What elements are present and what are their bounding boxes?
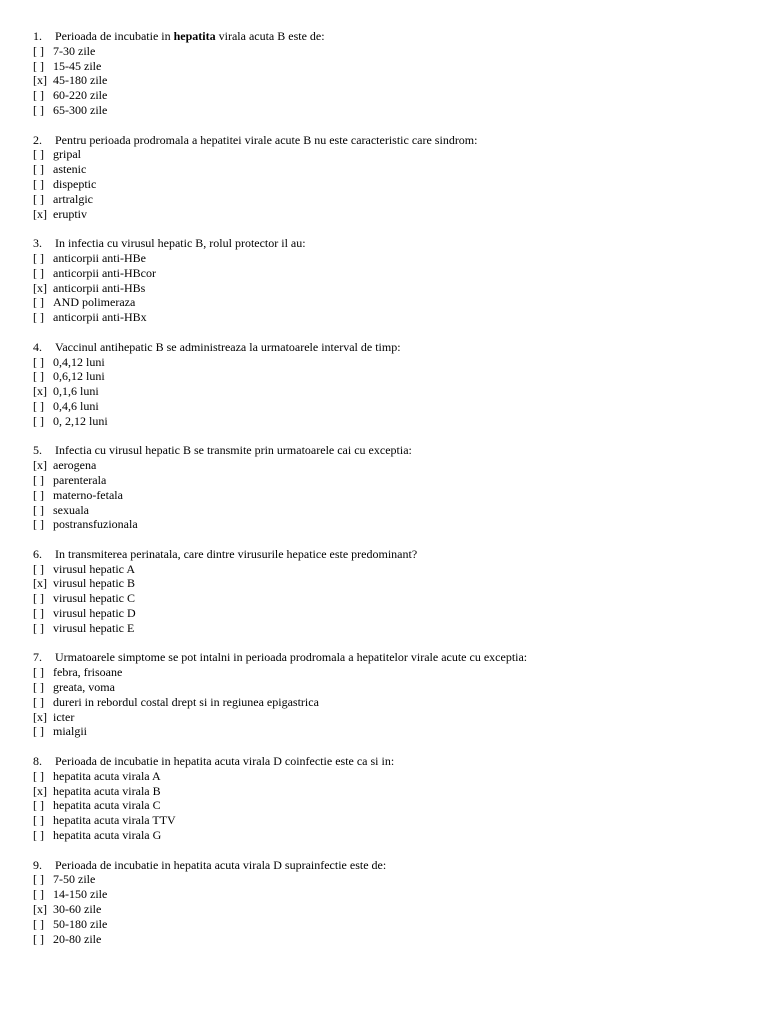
- answer-option: [33, 606, 733, 621]
- answer-option: [33, 680, 733, 695]
- question-9: [33, 858, 733, 947]
- answer-mark: [x]: [33, 902, 47, 917]
- answer-mark: [x]: [33, 384, 47, 399]
- document-page: [33, 29, 733, 946]
- question-text: Pentru perioada prodromala a hepatitei virale acute B nu este caracteristic care sindrom:: [55, 132, 478, 147]
- answer-mark: [ ]: [33, 310, 44, 325]
- answer-text: 30-60 zile: [53, 902, 102, 917]
- answer-option: [33, 59, 733, 74]
- answer-option: [33, 917, 733, 932]
- answer-text: 7-50 zile: [53, 872, 96, 887]
- answer-option: [33, 695, 733, 710]
- answer-option: [33, 665, 733, 680]
- answer-mark: [x]: [33, 206, 47, 221]
- answer-mark: [ ]: [33, 620, 44, 635]
- answer-mark: [ ]: [33, 88, 44, 103]
- answer-text: hepatita acuta virala TTV: [53, 813, 176, 828]
- question-number: 8.: [33, 754, 42, 769]
- answer-option: [33, 399, 733, 414]
- answer-mark: [ ]: [33, 665, 44, 680]
- answer-text: materno-fetala: [53, 487, 123, 502]
- answer-text: virusul hepatic C: [53, 591, 135, 606]
- question-heading: [33, 236, 733, 251]
- answer-text: 7-30 zile: [53, 43, 96, 58]
- question-text: In transmiterea perinatala, care dintre virusurile hepatice este predominant?: [55, 546, 418, 561]
- answer-mark: [ ]: [33, 43, 44, 58]
- answer-text: 0,6,12 luni: [53, 369, 105, 384]
- answer-text: sexuala: [53, 502, 89, 517]
- answer-option: [33, 517, 733, 532]
- answer-mark: [ ]: [33, 591, 44, 606]
- answer-text: postransfuzionala: [53, 517, 138, 532]
- question-7: [33, 650, 733, 739]
- answer-mark: [ ]: [33, 398, 44, 413]
- answer-mark: [ ]: [33, 472, 44, 487]
- answer-text: 0, 2,12 luni: [53, 413, 108, 428]
- answer-option: [33, 562, 733, 577]
- answer-text: dureri in rebordul costal drept si in regiunea epigastrica: [53, 694, 319, 709]
- answer-mark: [ ]: [33, 265, 44, 280]
- answer-text: 0,4,6 luni: [53, 398, 99, 413]
- answer-option: [33, 887, 733, 902]
- answer-text: AND polimeraza: [53, 295, 136, 310]
- answer-text: anticorpii anti-HBe: [53, 250, 146, 265]
- question-3: [33, 236, 733, 325]
- answer-mark: [x]: [33, 576, 47, 591]
- answer-text: dispeptic: [53, 176, 97, 191]
- answer-option: [33, 576, 733, 591]
- answer-option: [33, 369, 733, 384]
- question-text: Infectia cu virusul hepatic B se transmite prin urmatoarele cai cu exceptia:: [55, 443, 412, 458]
- answer-option: [33, 147, 733, 162]
- question-heading: [33, 133, 733, 148]
- answer-option: [33, 724, 733, 739]
- question-8: [33, 754, 733, 843]
- answer-mark: [ ]: [33, 176, 44, 191]
- answer-option: [33, 73, 733, 88]
- question-heading: [33, 754, 733, 769]
- answer-mark: [ ]: [33, 606, 44, 621]
- question-6: [33, 547, 733, 636]
- question-text: Urmatoarele simptome se pot intalni in perioada prodromala a hepatitelor virale acute cu exceptia:: [55, 650, 528, 665]
- answer-option: [33, 414, 733, 429]
- question-text: Vaccinul antihepatic B se administreaza la urmatoarele interval de timp:: [55, 339, 401, 354]
- question-2: [33, 133, 733, 222]
- answer-mark: [x]: [33, 709, 47, 724]
- answer-text: virusul hepatic A: [53, 561, 135, 576]
- question-1: [33, 29, 733, 118]
- answer-option: [33, 813, 733, 828]
- answer-mark: [ ]: [33, 295, 44, 310]
- answer-mark: [ ]: [33, 916, 44, 931]
- answer-text: icter: [53, 709, 75, 724]
- question-text: Perioada de incubatie in hepatita acuta virala D coinfectie este ca si in:: [55, 754, 395, 769]
- answer-text: 60-220 zile: [53, 88, 108, 103]
- question-4: [33, 340, 733, 429]
- answer-option: [33, 828, 733, 843]
- answer-option: [33, 473, 733, 488]
- answer-mark: [ ]: [33, 694, 44, 709]
- answer-text: 45-180 zile: [53, 73, 108, 88]
- answer-option: [33, 798, 733, 813]
- answer-text: 15-45 zile: [53, 58, 102, 73]
- answer-text: artralgic: [53, 191, 93, 206]
- question-text: Perioada de incubatie in hepatita acuta virala D suprainfectie este de:: [55, 857, 387, 872]
- answer-mark: [ ]: [33, 517, 44, 532]
- answer-mark: [ ]: [33, 191, 44, 206]
- answer-mark: [ ]: [33, 724, 44, 739]
- answer-mark: [ ]: [33, 58, 44, 73]
- answer-option: [33, 88, 733, 103]
- answer-mark: [ ]: [33, 102, 44, 117]
- answer-text: hepatita acuta virala B: [53, 783, 161, 798]
- question-text-bold: hepatita: [173, 29, 216, 43]
- answer-text: hepatita acuta virala A: [53, 768, 161, 783]
- answer-mark: [ ]: [33, 147, 44, 162]
- answer-text: 0,4,12 luni: [53, 354, 105, 369]
- question-heading: [33, 29, 733, 44]
- question-number: 1.: [33, 29, 42, 43]
- question-heading: [33, 858, 733, 873]
- answer-text: aerogena: [53, 458, 97, 473]
- answer-mark: [ ]: [33, 887, 44, 902]
- question-number: 2.: [33, 132, 42, 147]
- answer-text: eruptiv: [53, 206, 87, 221]
- answer-text: virusul hepatic B: [53, 576, 135, 591]
- answer-option: [33, 872, 733, 887]
- question-heading: [33, 443, 733, 458]
- answer-option: [33, 784, 733, 799]
- answer-mark: [x]: [33, 458, 47, 473]
- answer-text: 0,1,6 luni: [53, 384, 99, 399]
- answer-text: virusul hepatic D: [53, 606, 136, 621]
- answer-mark: [ ]: [33, 768, 44, 783]
- answer-text: hepatita acuta virala G: [53, 828, 162, 843]
- answer-text: 50-180 zile: [53, 916, 108, 931]
- answer-mark: [ ]: [33, 413, 44, 428]
- answer-option: [33, 44, 733, 59]
- answer-mark: [ ]: [33, 813, 44, 828]
- answer-text: parenterala: [53, 472, 107, 487]
- question-5: [33, 443, 733, 532]
- question-number: 3.: [33, 236, 42, 251]
- answer-text: greata, voma: [53, 680, 115, 695]
- question-heading: [33, 650, 733, 665]
- question-text: In infectia cu virusul hepatic B, rolul protector il au:: [55, 236, 306, 251]
- question-number: 6.: [33, 546, 42, 561]
- answer-option: [33, 769, 733, 784]
- question-number: 9.: [33, 857, 42, 872]
- answer-option: [33, 251, 733, 266]
- question-text-before: Perioada de incubatie in: [55, 29, 174, 43]
- answer-option: [33, 177, 733, 192]
- answer-option: [33, 355, 733, 370]
- answer-option: [33, 310, 733, 325]
- question-heading: [33, 340, 733, 355]
- answer-text: febra, frisoane: [53, 665, 123, 680]
- answer-option: [33, 458, 733, 473]
- answer-option: [33, 162, 733, 177]
- answer-option: [33, 488, 733, 503]
- answer-option: [33, 710, 733, 725]
- answer-text: astenic: [53, 162, 87, 177]
- answer-option: [33, 207, 733, 222]
- answer-mark: [x]: [33, 280, 47, 295]
- question-text-after: virala acuta B este de:: [215, 29, 325, 43]
- answer-mark: [ ]: [33, 931, 44, 946]
- question-number: 5.: [33, 443, 42, 458]
- question-heading: [33, 547, 733, 562]
- answer-option: [33, 621, 733, 636]
- answer-mark: [ ]: [33, 828, 44, 843]
- answer-mark: [x]: [33, 783, 47, 798]
- answer-option: [33, 295, 733, 310]
- answer-option: [33, 103, 733, 118]
- answer-text: 20-80 zile: [53, 931, 102, 946]
- answer-option: [33, 266, 733, 281]
- answer-text: mialgii: [53, 724, 87, 739]
- answer-text: virusul hepatic E: [53, 620, 135, 635]
- answer-option: [33, 932, 733, 947]
- answer-mark: [ ]: [33, 354, 44, 369]
- answer-text: anticorpii anti-HBs: [53, 280, 146, 295]
- answer-mark: [x]: [33, 73, 47, 88]
- answer-mark: [ ]: [33, 487, 44, 502]
- answer-text: anticorpii anti-HBx: [53, 310, 147, 325]
- answer-mark: [ ]: [33, 250, 44, 265]
- answer-text: 65-300 zile: [53, 102, 108, 117]
- answer-mark: [ ]: [33, 502, 44, 517]
- answer-text: gripal: [53, 147, 81, 162]
- answer-option: [33, 192, 733, 207]
- answer-text: anticorpii anti-HBcor: [53, 265, 156, 280]
- answer-option: [33, 591, 733, 606]
- question-number: 4.: [33, 339, 42, 354]
- answer-option: [33, 384, 733, 399]
- answer-option: [33, 281, 733, 296]
- answer-mark: [ ]: [33, 798, 44, 813]
- question-number: 7.: [33, 650, 42, 665]
- answer-mark: [ ]: [33, 369, 44, 384]
- answer-mark: [ ]: [33, 162, 44, 177]
- answer-text: hepatita acuta virala C: [53, 798, 161, 813]
- answer-option: [33, 503, 733, 518]
- answer-mark: [ ]: [33, 680, 44, 695]
- answer-text: 14-150 zile: [53, 887, 108, 902]
- answer-mark: [ ]: [33, 561, 44, 576]
- answer-option: [33, 902, 733, 917]
- answer-mark: [ ]: [33, 872, 44, 887]
